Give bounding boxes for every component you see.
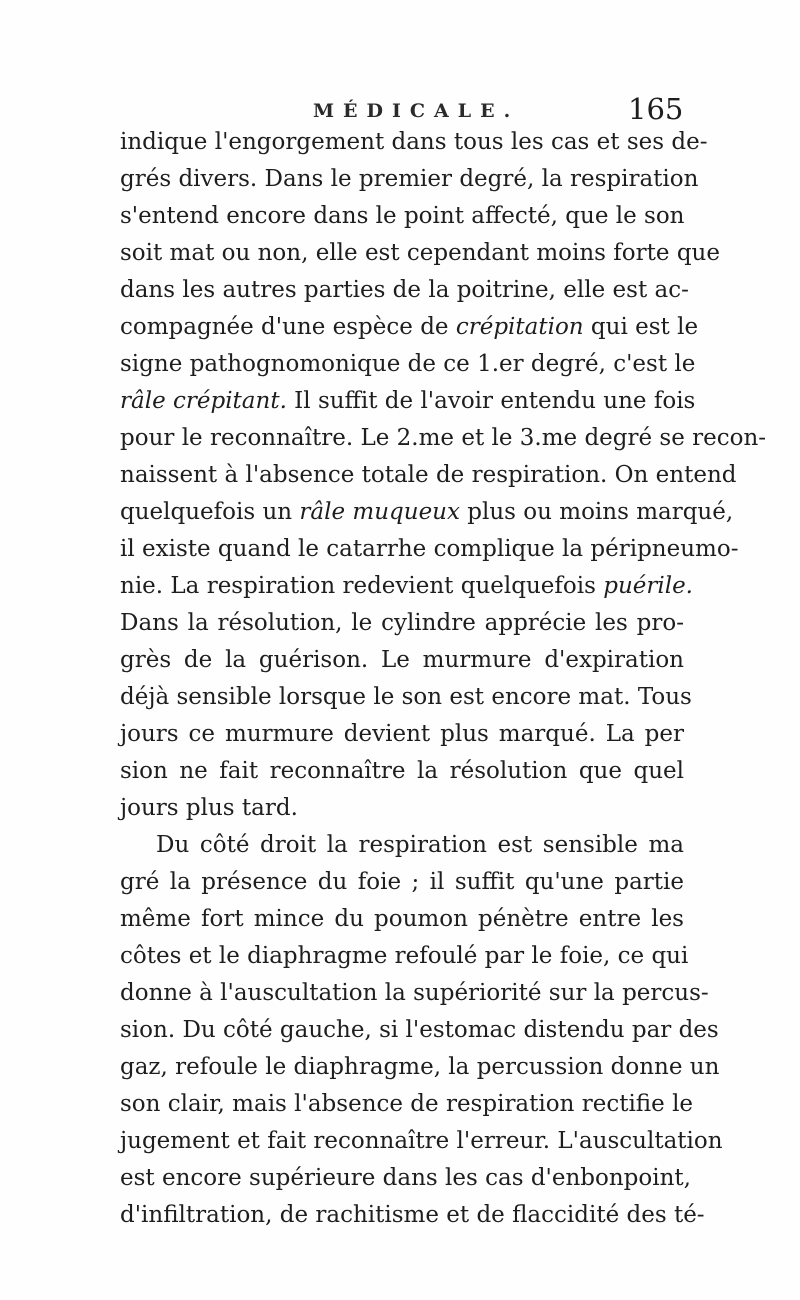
text-line (120, 1123, 723, 1160)
text-segment: dans les autres parties de la poitrine, elle est ac- (120, 277, 689, 303)
text-segment: compagnée d'une espèce de (120, 314, 456, 340)
italic-text-segment: crépitation (455, 314, 584, 340)
text-line (120, 198, 684, 235)
text-segment: côtes et le diaphragme refoulé par le foie, ce qui (120, 943, 689, 969)
text-segment: indique l'engorgement dans tous les cas et ses de- (120, 129, 708, 155)
text-line (120, 309, 699, 346)
text-segment: déjà sensible lorsque le son est encore mat. Tous (120, 684, 692, 710)
text-line (120, 975, 709, 1012)
text-segment: pour le reconnaître. Le 2.me et le 3.me degré se recon- (120, 425, 767, 451)
text-segment: il existe quand le catarrhe complique la péripneumo- (120, 536, 739, 562)
text-segment: s'entend encore dans le point affecté, que le son (120, 203, 685, 229)
text-line (120, 790, 684, 827)
text-segment: Il suffit de l'avoir entendu une fois (286, 388, 696, 414)
text-segment: grès de la guérison. Le murmure d'expiration (120, 647, 684, 673)
text-line (120, 272, 689, 309)
text-line (120, 124, 708, 161)
text-segment: nie. La respiration redevient quelquefois (120, 573, 604, 599)
text-line (120, 531, 739, 568)
text-line (120, 938, 689, 975)
text-segment: d'infiltration, de rachitisme et de flaccidité des té- (120, 1202, 705, 1228)
text-line (120, 716, 684, 753)
italic-text-segment: râle crépitant. (120, 388, 287, 414)
text-segment: jours ce murmure devient plus marqué. La per (120, 721, 684, 747)
text-line (120, 1012, 719, 1049)
text-line (120, 1049, 720, 1086)
running-title: MÉDICALE. (313, 100, 520, 122)
italic-text-segment: puérile. (603, 573, 693, 599)
text-line (120, 605, 684, 642)
text-segment: même fort mince du poumon pénètre entre les (120, 906, 684, 932)
text-segment: soit mat ou non, elle est cependant moins forte que (120, 240, 720, 266)
text-line (120, 1197, 705, 1234)
text-line (120, 494, 734, 531)
text-line (120, 457, 737, 494)
text-line (120, 1086, 694, 1123)
text-segment: jours plus tard. (120, 795, 298, 821)
text-segment: Dans la résolution, le cylindre apprécie les pro- (120, 610, 684, 636)
text-segment: jugement et fait reconnaître l'erreur. L'auscultation (120, 1128, 723, 1154)
text-segment: donne à l'auscultation la supériorité sur la percus- (120, 980, 709, 1006)
italic-text-segment: râle muqueux (299, 499, 460, 525)
text-line (120, 864, 684, 901)
body-text (120, 124, 767, 1234)
text-line (120, 642, 684, 679)
text-segment: sion ne fait reconnaître la résolution que quel (120, 758, 684, 784)
text-segment: grés divers. Dans le premier degré, la respiration (120, 166, 699, 192)
text-segment: signe pathognomonique de ce 1.er degré, c'est le (120, 351, 696, 377)
text-line (120, 161, 699, 198)
text-line (120, 753, 684, 790)
text-line (120, 383, 696, 420)
text-segment: est encore supérieure dans les cas d'enbonpoint, (120, 1165, 691, 1191)
page-number: 165 (628, 92, 684, 126)
text-line (120, 568, 693, 605)
text-segment: qui est le (583, 314, 699, 340)
text-line (120, 235, 720, 272)
text-line (120, 1160, 691, 1197)
text-line (120, 901, 684, 938)
text-segment: Du côté droit la respiration est sensible ma (156, 832, 684, 858)
text-line (120, 827, 684, 864)
text-line (120, 679, 692, 716)
text-segment: gaz, refoule le diaphragme, la percussion donne un (120, 1054, 720, 1080)
text-segment: sion. Du côté gauche, si l'estomac distendu par des (120, 1017, 719, 1043)
text-line (120, 420, 767, 457)
text-segment: quelquefois un (120, 499, 300, 525)
text-segment: naissent à l'absence totale de respiration. On entend (120, 462, 737, 488)
text-segment: plus ou moins marqué, (459, 499, 734, 525)
text-segment: gré la présence du foie ; il suffit qu'une partie (120, 869, 684, 895)
text-line (120, 346, 696, 383)
text-segment: son clair, mais l'absence de respiration rectifie le (120, 1091, 694, 1117)
